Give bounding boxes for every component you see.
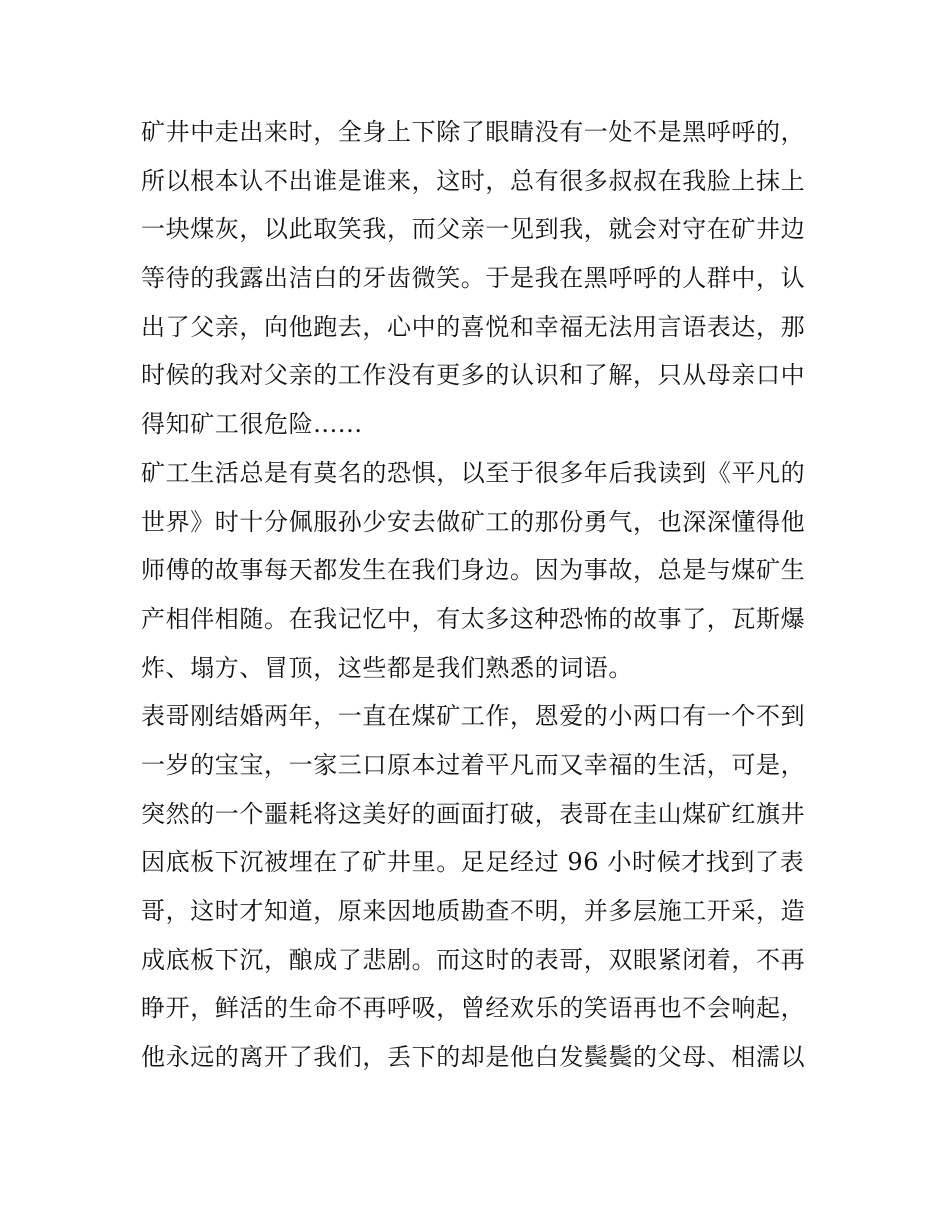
text-line: 产相伴相随。在我记忆中，有太多这种恐怖的故事了，瓦斯爆 xyxy=(141,604,806,633)
text-line: 表哥刚结婚两年，一直在煤矿工作，恩爱的小两口有一个不到 xyxy=(141,702,806,731)
text-line: 成底板下沉，酿成了悲剧。而这时的表哥，双眼紧闭着，不再 xyxy=(141,945,806,974)
text-line: 突然的一个噩耗将这美好的画面打破，表哥在圭山煤矿红旗井 xyxy=(141,799,806,828)
text-line: 炸、塌方、冒顶，这些都是我们熟悉的词语。 xyxy=(141,653,633,682)
text-line: 他永远的离开了我们，丢下的却是他白发鬓鬓的父母、相濡以 xyxy=(141,1043,806,1072)
text-line: 睁开，鲜活的生命不再呼吸，曾经欢乐的笑语再也不会响起， xyxy=(141,994,806,1023)
text-line: 所以根本认不出谁是谁来，这时，总有很多叔叔在我脸上抹上 xyxy=(141,166,806,195)
text-line: 时候的我对父亲的工作没有更多的认识和了解，只从母亲口中 xyxy=(141,361,806,390)
body-text xyxy=(141,108,821,1082)
text-line: 世界》时十分佩服孙少安去做矿工的那份勇气，也深深懂得他 xyxy=(141,507,806,536)
text-line: 一块煤灰，以此取笑我，而父亲一见到我，就会对守在矿井边 xyxy=(141,215,806,244)
text-line: 师傅的故事每天都发生在我们身边。因为事故，总是与煤矿生 xyxy=(141,556,806,585)
text-line: 出了父亲，向他跑去，心中的喜悦和幸福无法用言语表达，那 xyxy=(141,312,806,341)
text-line: 矿井中走出来时，全身上下除了眼睛没有一处不是黑呼呼的， xyxy=(141,118,806,146)
text-line: 得知矿工很危险...... xyxy=(141,410,363,439)
text-line: 一岁的宝宝，一家三口原本过着平凡而又幸福的生活，可是， xyxy=(141,750,806,779)
text-line: 矿工生活总是有莫名的恐惧，以至于很多年后我读到《平凡的 xyxy=(141,458,806,487)
text-line: 哥，这时才知道，原来因地质勘查不明，并多层施工开采，造 xyxy=(141,897,806,925)
text-line: 因底板下沉被埋在了矿井里。足足经过 96 小时候才找到了表 xyxy=(141,848,805,877)
text-line: 等待的我露出洁白的牙齿微笑。于是我在黑呼呼的人群中，认 xyxy=(141,264,806,293)
